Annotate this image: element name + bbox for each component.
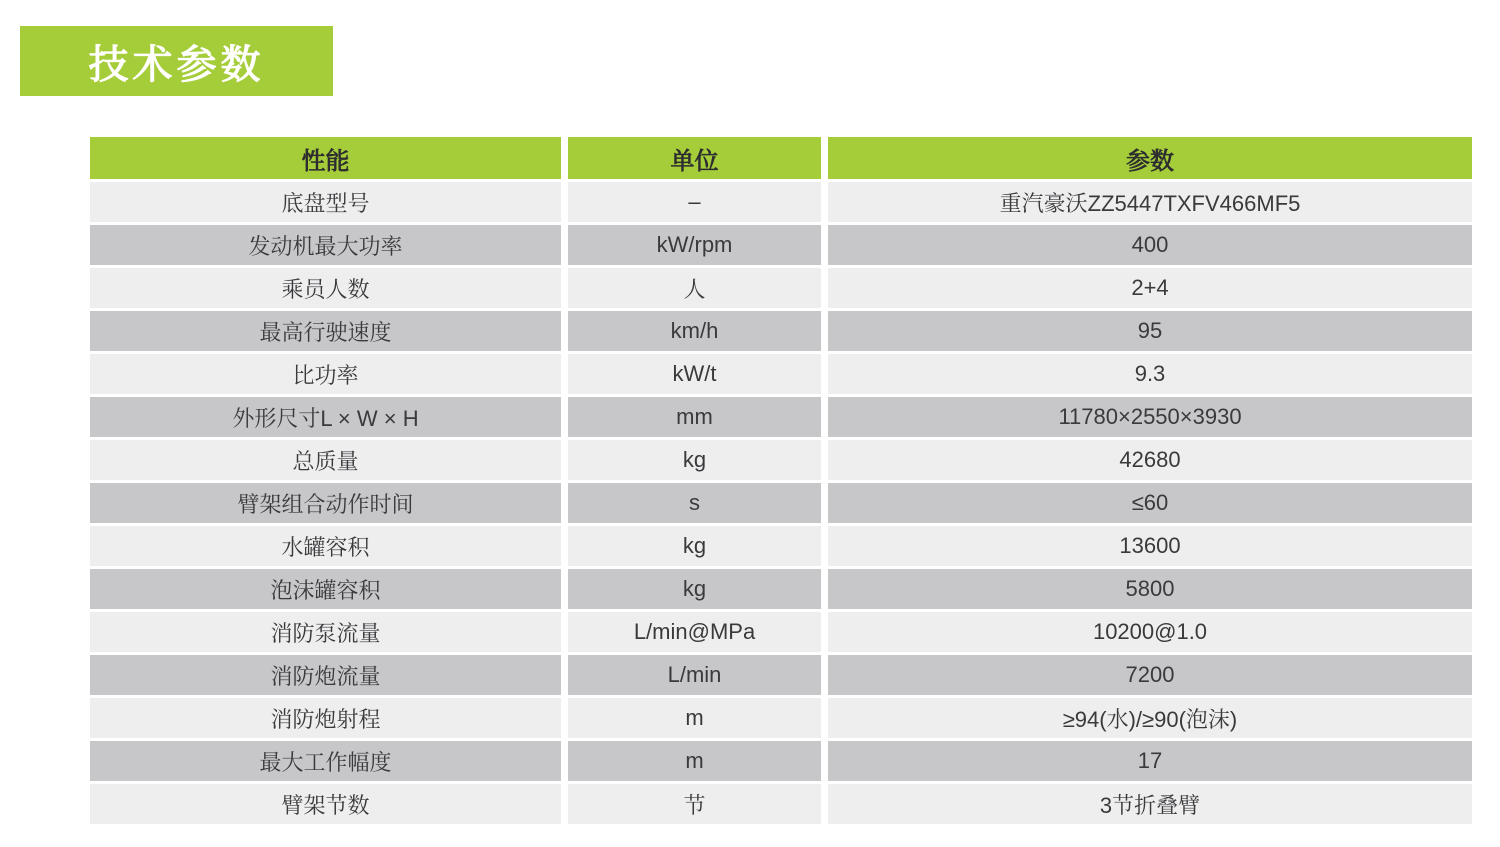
table-body (90, 182, 1472, 824)
table-row (90, 741, 1472, 781)
performance-cell: 泡沫罐容积 (90, 569, 561, 609)
parameter-cell: 95 (828, 311, 1472, 351)
parameter-cell: 5800 (828, 569, 1472, 609)
performance-cell: 底盘型号 (90, 182, 561, 222)
performance-cell: 消防炮射程 (90, 698, 561, 738)
table-row (90, 440, 1472, 480)
performance-cell: 总质量 (90, 440, 561, 480)
parameter-cell: ≤60 (828, 483, 1472, 523)
performance-cell: 水罐容积 (90, 526, 561, 566)
unit-cell: L/min (568, 655, 821, 695)
parameter-cell: 7200 (828, 655, 1472, 695)
parameter-cell: 3节折叠臂 (828, 784, 1472, 824)
unit-cell: kg (568, 440, 821, 480)
unit-cell: kg (568, 569, 821, 609)
unit-cell: mm (568, 397, 821, 437)
unit-cell: kW/t (568, 354, 821, 394)
header-unit: 单位 (568, 137, 821, 179)
performance-cell: 最高行驶速度 (90, 311, 561, 351)
performance-cell: 最大工作幅度 (90, 741, 561, 781)
unit-cell: 人 (568, 268, 821, 308)
performance-cell: 乘员人数 (90, 268, 561, 308)
parameter-cell: ≥94(水)/≥90(泡沫) (828, 698, 1472, 738)
parameter-cell: 9.3 (828, 354, 1472, 394)
performance-cell: 消防泵流量 (90, 612, 561, 652)
table-row (90, 526, 1472, 566)
table-row (90, 612, 1472, 652)
parameter-cell: 2+4 (828, 268, 1472, 308)
unit-cell: 节 (568, 784, 821, 824)
table-row (90, 655, 1472, 695)
table-row (90, 354, 1472, 394)
performance-cell: 发动机最大功率 (90, 225, 561, 265)
unit-cell: km/h (568, 311, 821, 351)
performance-cell: 臂架节数 (90, 784, 561, 824)
header-performance: 性能 (90, 137, 561, 179)
table-header-row (90, 137, 1472, 179)
parameter-cell: 13600 (828, 526, 1472, 566)
unit-cell: kg (568, 526, 821, 566)
table-row (90, 268, 1472, 308)
parameter-cell: 42680 (828, 440, 1472, 480)
performance-cell: 外形尺寸L × W × H (90, 397, 561, 437)
parameter-cell: 重汽豪沃ZZ5447TXFV466MF5 (828, 182, 1472, 222)
header-parameter: 参数 (828, 137, 1472, 179)
table-row (90, 397, 1472, 437)
unit-cell: s (568, 483, 821, 523)
table-row (90, 569, 1472, 609)
performance-cell: 比功率 (90, 354, 561, 394)
unit-cell: m (568, 698, 821, 738)
parameter-cell: 400 (828, 225, 1472, 265)
performance-cell: 臂架组合动作时间 (90, 483, 561, 523)
table-row (90, 182, 1472, 222)
unit-cell: L/min@MPa (568, 612, 821, 652)
parameter-cell: 11780×2550×3930 (828, 397, 1472, 437)
table-row (90, 483, 1472, 523)
table-row (90, 698, 1472, 738)
spec-table (90, 137, 1472, 827)
section-title: 技术参数 (88, 42, 265, 87)
unit-cell: – (568, 182, 821, 222)
unit-cell: m (568, 741, 821, 781)
table-row (90, 784, 1472, 824)
table-row (90, 225, 1472, 265)
parameter-cell: 10200@1.0 (828, 612, 1472, 652)
performance-cell: 消防炮流量 (90, 655, 561, 695)
parameter-cell: 17 (828, 741, 1472, 781)
unit-cell: kW/rpm (568, 225, 821, 265)
section-title-banner (20, 26, 333, 96)
table-row (90, 311, 1472, 351)
